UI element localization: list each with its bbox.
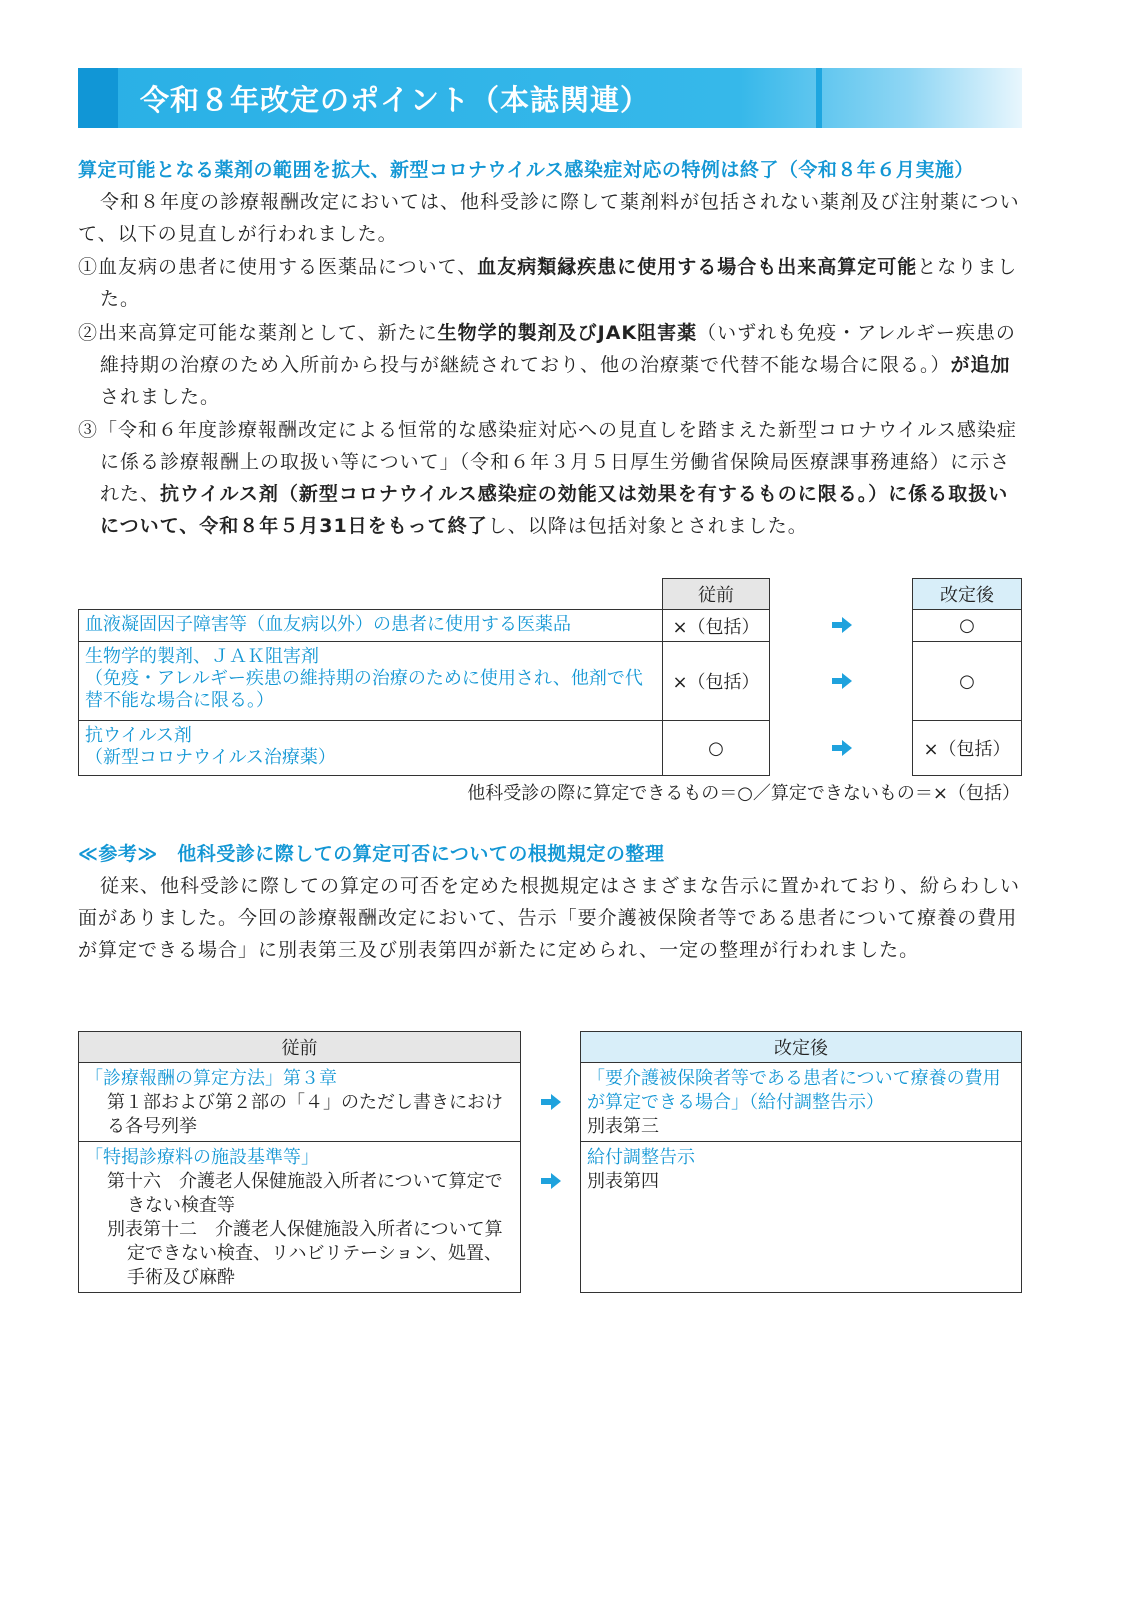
arrow-right-icon <box>541 1094 561 1110</box>
after-cell-2-title: 給付調整告示 <box>587 1147 695 1168</box>
banner-stripe <box>816 68 822 128</box>
before-cell-2-body2: 別表第十二 介護老人保健施設入所者について算定できない検査、リハビリテーション、処置、手術及び麻酔 <box>107 1219 503 1288</box>
title-banner <box>78 68 1022 128</box>
after-cell-1-title: 「要介護被保険者等である患者について療養の費用が算定できる場合」（給付調整告示） <box>587 1068 1001 1113</box>
header-after: 改定後 <box>912 578 1022 610</box>
arrow-right-icon <box>832 617 852 633</box>
reference-paragraph: 従来、他科受診に際しての算定の可否を定めた根拠規定はさまざまな告示に置かれており、紛らわしい面がありました。今回の診療報酬改定において、告示「要介護被保険者等である患者について療養の費用が算定できる場合」に別表第三及び別表第四が新たに定められ、一定の整理が行われました。 <box>78 875 1021 961</box>
after-cell-2-body: 別表第四 <box>587 1171 659 1192</box>
section-heading: 算定可能となる薬剤の範囲を拡大、新型コロナウイルス感染症対応の特例は終了（令和８年６月実施） <box>78 159 974 181</box>
table-cell-before: ○ <box>662 720 770 776</box>
header-after-2: 改定後 <box>580 1031 1022 1063</box>
table-row-label: 血液凝固因子障害等（血友病以外）の患者に使用する医薬品 <box>78 609 663 642</box>
banner-tab <box>78 68 118 128</box>
before-cell-2-title: 「特掲診療料の施設基準等」 <box>85 1147 319 1168</box>
table-row-label: 生物学的製剤、ＪＡＫ阻害剤 （免疫・アレルギー疾患の維持期の治療のために使用され、他剤で代替不能な場合に限る。） <box>78 641 663 721</box>
intro-paragraph: 令和８年度の診療報酬改定においては、他科受診に際して薬剤料が包括されない薬剤及び注射薬について、以下の見直しが行われました。 <box>78 191 1020 245</box>
list-item-3: ③「令和６年度診療報酬改定による恒常的な感染症対応への見直しを踏まえた新型コロナウイルス感染症に係る診療報酬上の取扱い等について」（令和６年３月５日厚生労働省保険局医療課事務連絡）に示された、抗ウイルス剤（新型コロナウイルス感染症の効能又は効果を有するものに限る。）に係る取扱いについて、令和８年５月31日をもって終了し、以降は包括対象とされました。 <box>78 419 1017 537</box>
table-cell-before: ×（包括） <box>662 609 770 642</box>
table-row-label: 抗ウイルス剤 （新型コロナウイルス治療薬） <box>78 720 663 776</box>
arrow-right-icon <box>832 740 852 756</box>
header-before: 従前 <box>662 578 770 610</box>
table-cell-before: ×（包括） <box>662 641 770 721</box>
before-cell-1-body: 第１部および第２部の「４」のただし書きにおける各号列挙 <box>107 1092 503 1137</box>
before-cell-2-body1: 第十六 介護老人保健施設入所者について算定できない検査等 <box>107 1171 503 1216</box>
list-item-2: ②出来高算定可能な薬剤として、新たに生物学的製剤及びJAK阻害薬（いずれも免疫・アレルギー疾患の維持期の治療のため入所前から投与が継続されており、他の治療薬で代替不能な場合に限る。）が追加されました。 <box>78 322 1016 408</box>
before-cell-1-title: 「診療報酬の算定方法」第３章 <box>85 1068 337 1089</box>
after-cell-1-body: 別表第三 <box>587 1116 659 1137</box>
before-cell-1 <box>78 1062 521 1142</box>
arrow-right-icon <box>832 673 852 689</box>
after-cell-1 <box>580 1062 1022 1142</box>
table-cell-after: ○ <box>912 609 1022 642</box>
comparison-table-drugs <box>78 578 1022 778</box>
arrow-right-icon <box>541 1173 561 1189</box>
reference-heading: ≪参考≫ 他科受診に際しての算定可否についての根拠規定の整理 <box>78 843 665 865</box>
table-cell-after: ×（包括） <box>912 720 1022 776</box>
table-legend-note: 他科受診の際に算定できるもの＝○／算定できないもの＝×（包括） <box>467 783 1020 804</box>
header-before-2: 従前 <box>78 1031 521 1063</box>
table-cell-after: ○ <box>912 641 1022 721</box>
before-cell-2 <box>78 1141 521 1293</box>
list-item-1: ①血友病の患者に使用する医薬品について、血友病類縁疾患に使用する場合も出来高算定可能となりました。 <box>78 256 1018 310</box>
after-cell-2 <box>580 1141 1022 1293</box>
page-title: 令和８年改定のポイント（本誌関連） <box>140 83 651 117</box>
